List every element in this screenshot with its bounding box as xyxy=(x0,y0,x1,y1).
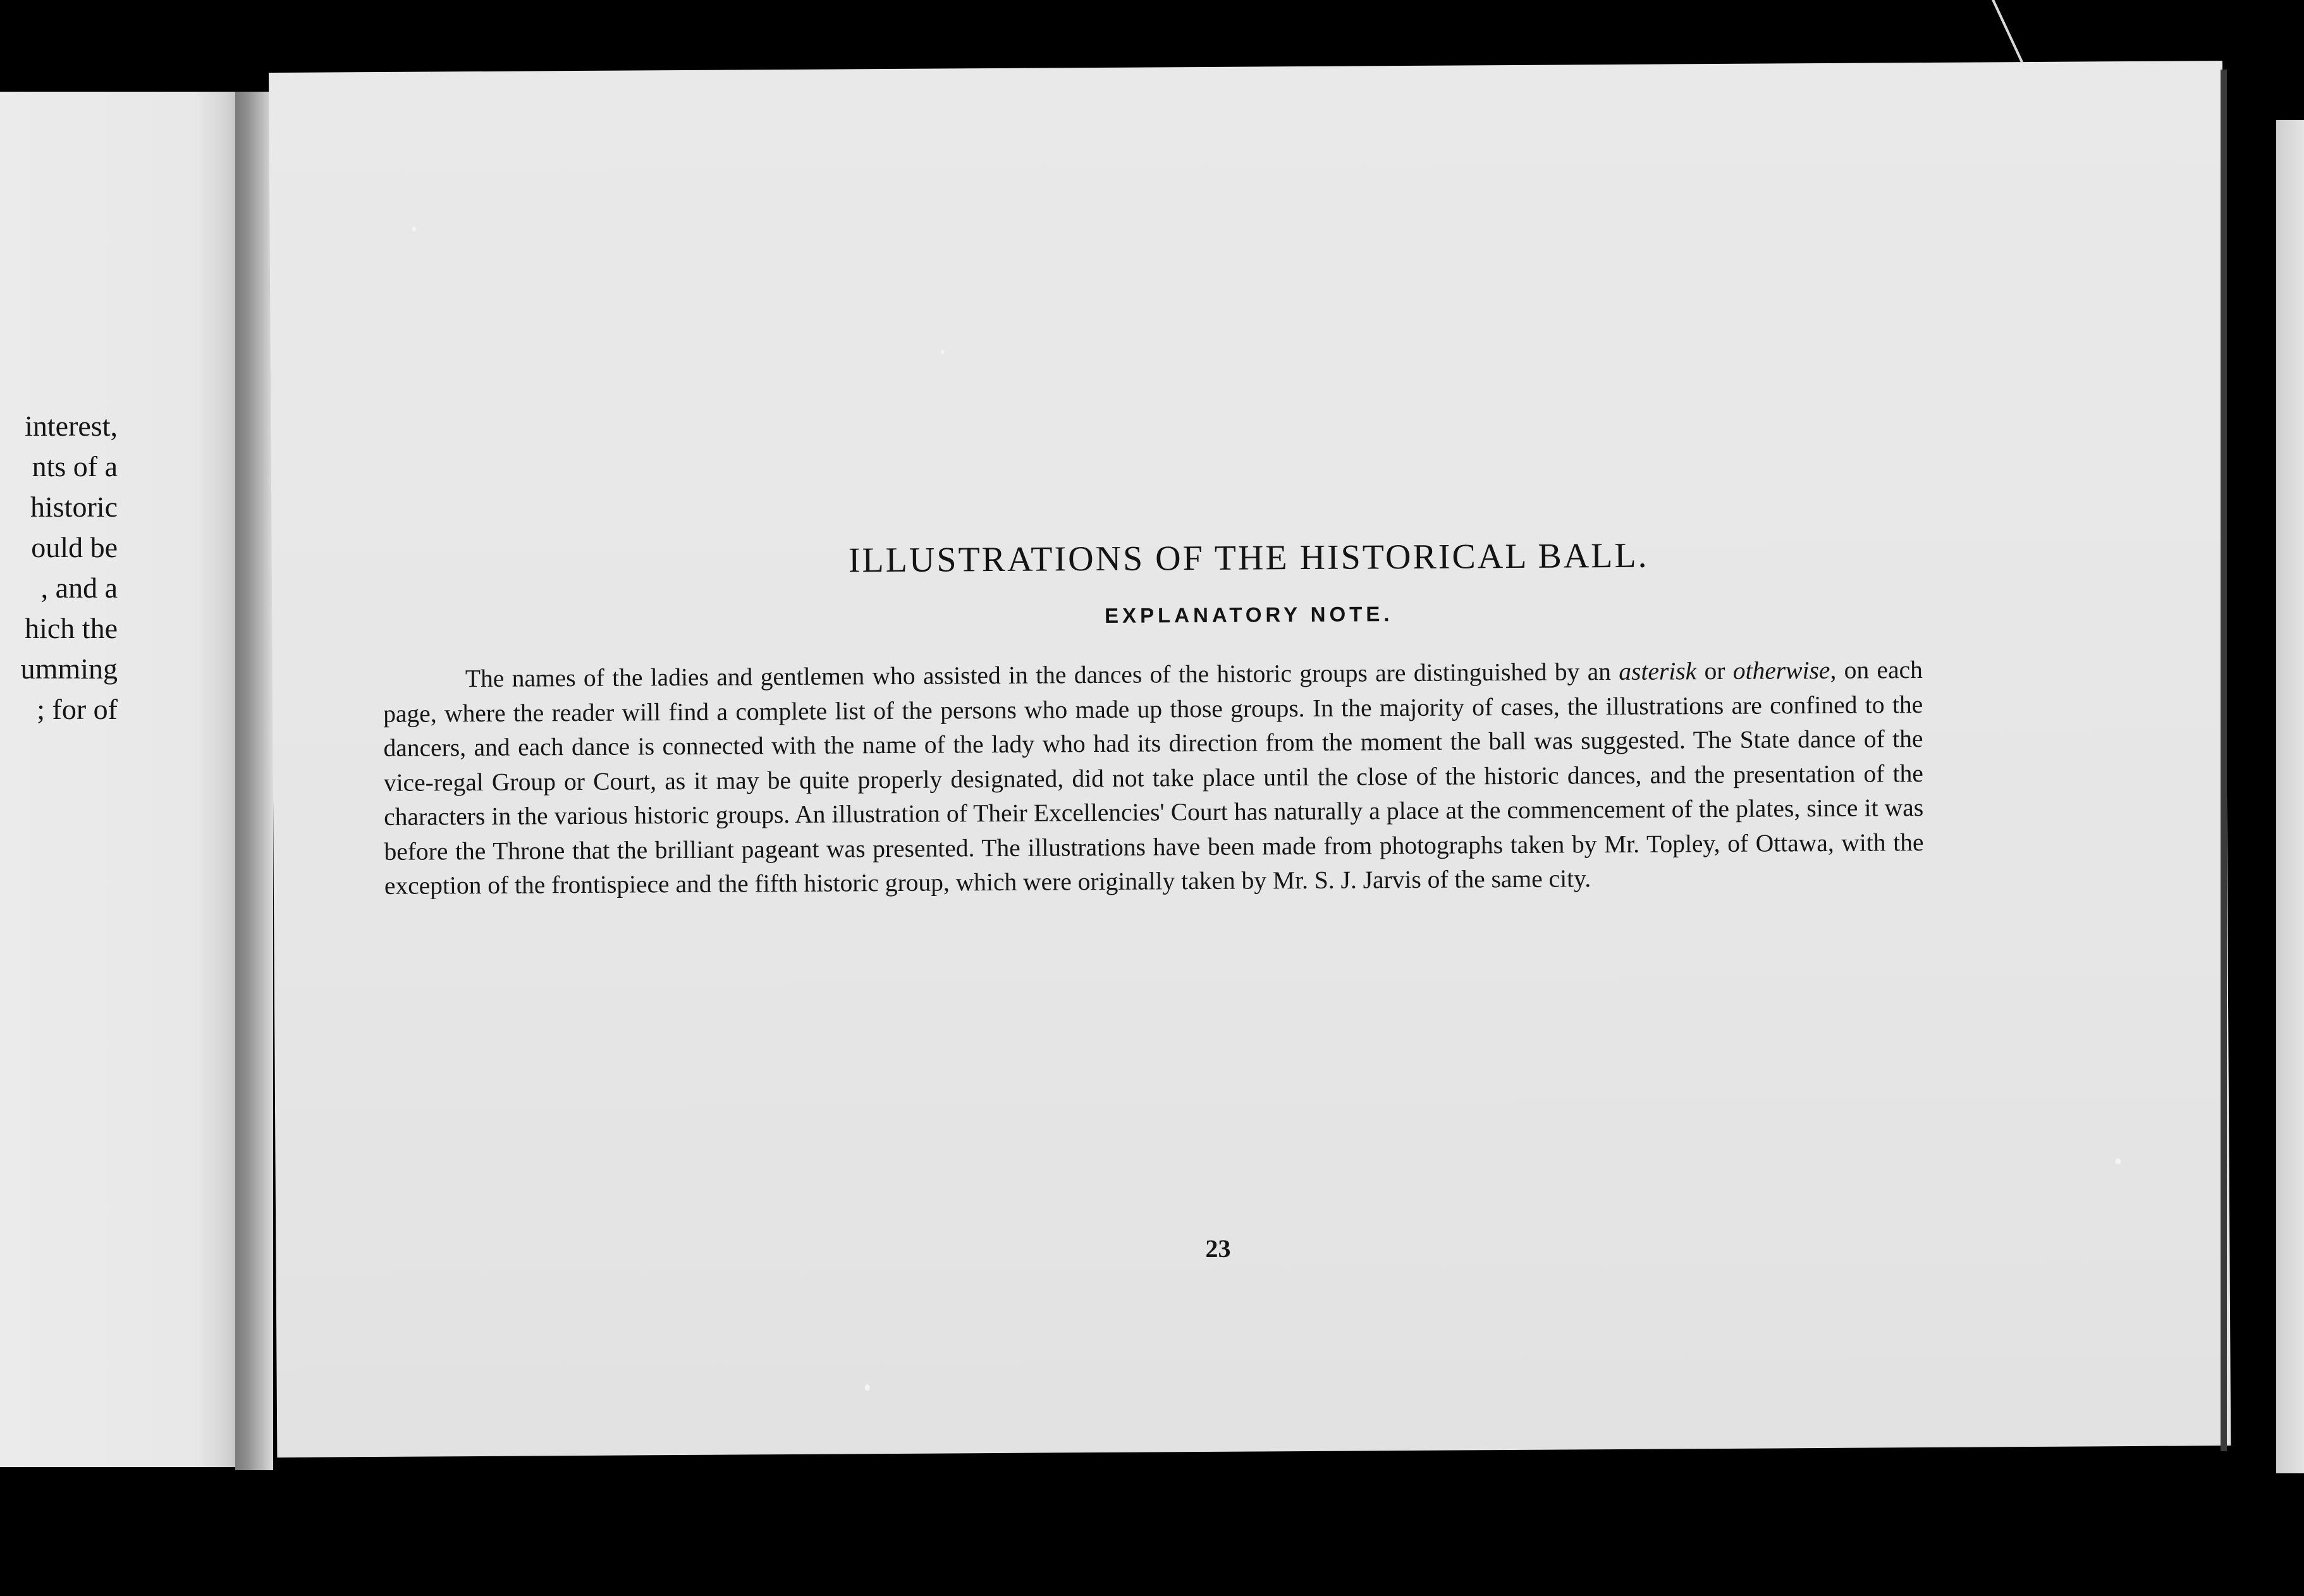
paragraph-emphasis: otherwise xyxy=(1732,656,1830,685)
book-gutter-shadow xyxy=(235,92,273,1470)
text-fragment: ; for of xyxy=(37,693,118,725)
film-scratch xyxy=(1992,0,2023,63)
paragraph-text: The names of the ladies and gentlemen who assisted in the dances of the historic groups are distinguished by an xyxy=(465,657,1619,693)
text-fragment: historic xyxy=(30,491,118,523)
previous-page-text-fragments xyxy=(0,406,118,730)
text-fragment: interest, xyxy=(25,410,118,442)
dust-speck xyxy=(412,227,416,231)
text-fragment: nts of a xyxy=(32,450,118,482)
dust-speck xyxy=(941,350,945,353)
next-page-edge xyxy=(2276,120,2304,1473)
explanatory-paragraph xyxy=(383,653,1924,903)
text-fragment: umming xyxy=(20,653,118,685)
dust-speck xyxy=(2116,1158,2121,1164)
paragraph-text: or xyxy=(1696,656,1733,685)
page-number: 23 xyxy=(1205,1234,1231,1263)
dust-speck xyxy=(865,1384,870,1390)
paragraph-text: , on each page, where the reader will find a complete list of the persons who made up those groups. In the majority of cases, the illustrations are confined to the dancers, and each dance is connected with the name of the lady who had its direction from the moment the ball was suggested. The State dance of the vice-regal Group or Court, as it may be quite properly designated, did not take place until the close of the historic dances, and the presentation of the characters in the various historic groups. An illustration of Their Excellencies' Court has naturally a place at the commencement of the plates, since it was before the Throne that the brilliant pageant was presented. The illustrations have been made from photographs taken by Mr. Topley, of Ottawa, with the exception of the frontispiece and the fifth historic group, which were originally taken by Mr. S. J. Jarvis of the same city. xyxy=(383,656,1924,900)
text-fragment: hich the xyxy=(25,612,118,644)
page-title: ILLUSTRATIONS OF THE HISTORICAL BALL. xyxy=(848,536,1649,580)
text-fragment: ould be xyxy=(31,531,118,563)
page-subtitle: EXPLANATORY NOTE. xyxy=(1104,602,1394,627)
paragraph-emphasis: asterisk xyxy=(1619,657,1697,685)
previous-page xyxy=(0,92,243,1467)
text-fragment: , and a xyxy=(40,572,118,604)
current-page xyxy=(269,61,2231,1458)
page-edge xyxy=(2221,70,2227,1451)
